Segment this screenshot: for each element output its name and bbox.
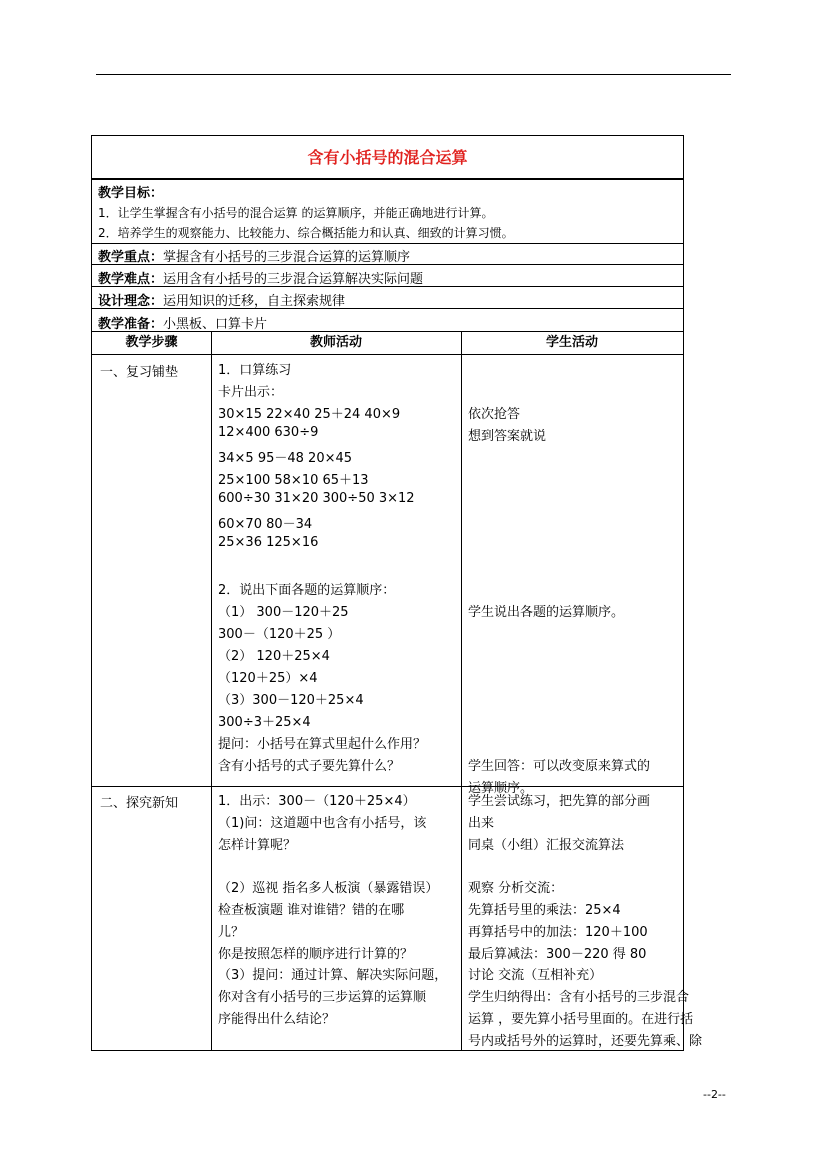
header-step: 教学步骤 <box>125 335 178 350</box>
activity-line: 再算括号中的加法：120＋100 <box>468 924 648 940</box>
activity-line: 依次抢答 <box>468 407 521 422</box>
activity-line: 30×15 22×40 25＋24 40×9 <box>218 407 401 422</box>
activity-line: 2．说出下面各题的运算顺序： <box>218 583 396 598</box>
activity-line: 学生回答：可以改变原来算式的 <box>468 759 651 774</box>
key-point-row <box>92 244 683 265</box>
activity-line: 学生尝试练习，把先算的部分画 <box>468 794 651 809</box>
activity-line: 同桌（小组）汇报交流算法 <box>468 837 625 853</box>
goals-block <box>92 179 683 244</box>
activity-line: 先算括号里的乘法：25×4 <box>468 903 621 918</box>
activity-line: 检查板演题 谁对谁错？错的在哪 <box>218 903 405 918</box>
header-teacher: 教师活动 <box>309 335 362 350</box>
activity-line: 300－（120＋25 ） <box>218 627 341 642</box>
lesson-plan-table <box>91 135 703 1051</box>
concept-row <box>92 287 683 309</box>
activity-line: 儿？ <box>218 924 245 940</box>
goal-item: 1．让学生掌握含有小括号的混合运算 的运算顺序，并能正确地进行计算。 <box>98 206 494 220</box>
activity-line: 你对含有小括号的三步运算的运算顺 <box>218 990 427 1006</box>
activity-line: 学生说出各题的运算顺序。 <box>468 605 625 620</box>
activity-line: 1．出示：300－（120＋25×4） <box>218 794 416 809</box>
concept-label: 设计理念： <box>98 294 164 309</box>
key-point-label: 教学重点： <box>98 250 164 265</box>
activity-line: （1)问：这道题中也含有小括号，该 <box>218 815 427 831</box>
activity-line: 出来 <box>468 815 495 831</box>
activity-line: 34×5 95－48 20×45 <box>218 451 353 466</box>
activity-line: 卡片出示： <box>218 385 284 400</box>
concept-text: 运用知识的迁移，自主探索规律 <box>163 294 346 309</box>
activity-line: 运算 ，要先算小括号里面的。在进行括 <box>468 1012 694 1027</box>
activity-line: 25×100 58×10 65＋13 <box>218 473 369 488</box>
page-number: --2-- <box>703 1088 726 1101</box>
prep-label: 教学准备： <box>98 317 164 332</box>
prep-row <box>92 309 683 332</box>
column-header-row <box>92 332 683 355</box>
activity-line: 运算顺序。 <box>468 781 534 796</box>
difficulty-text: 运用含有小括号的三步混合运算解决实际问题 <box>163 272 424 287</box>
difficulty-label: 教学难点： <box>98 272 164 287</box>
activity-line: 想到答案就说 <box>468 429 547 444</box>
activity-line: （3）提问：通过计算、解决实际问题， <box>218 968 448 984</box>
lesson-title: 含有小括号的混合运算 <box>92 136 683 179</box>
section-explore <box>92 787 703 1050</box>
activity-line: 300÷3＋25×4 <box>218 715 311 730</box>
section-review <box>92 355 683 796</box>
key-point-text: 掌握含有小括号的三步混合运算的运算顺序 <box>163 250 411 265</box>
activity-line: 序能得出什么结论？ <box>218 1012 336 1027</box>
activity-line: 提问：小括号在算式里起什么作用？ <box>218 737 427 752</box>
goal-item: 2．培养学生的观察能力、比较能力、综合概括能力和认真、细致的计算习惯。 <box>98 226 514 240</box>
activity-line: 含有小括号的式子要先算什么？ <box>218 759 401 774</box>
activity-line: 1．口算练习 <box>218 363 292 378</box>
activity-line: 你是按照怎样的顺序进行计算的？ <box>218 946 414 962</box>
difficulty-row <box>92 265 683 287</box>
step-label: 二、探究新知 <box>100 796 179 811</box>
activity-line: （2）巡视 指名多人板演（暴露错误） <box>218 881 439 897</box>
activity-line: 学生归纳得出：含有小括号的三步混合 <box>468 990 690 1006</box>
activity-line: （1） 300－120＋25 <box>218 605 349 620</box>
header-student: 学生活动 <box>545 335 598 350</box>
activity-grid <box>92 332 703 1050</box>
activity-line: 12×400 630÷9 <box>218 425 319 440</box>
activity-line: 号内或括号外的运算时，还要先算乘、除 <box>468 1033 703 1049</box>
activity-line: （120＋25）×4 <box>218 671 318 686</box>
activity-line: 600÷30 31×20 300÷50 3×12 <box>218 491 415 506</box>
activity-line: 最后算减法：300－220 得 80 <box>468 946 647 962</box>
activity-line: 25×36 125×16 <box>218 535 319 550</box>
activity-line: 观察 分析交流： <box>468 881 564 897</box>
activity-line: 讨论 交流（互相补充） <box>468 968 603 984</box>
prep-text: 小黑板、口算卡片 <box>163 317 268 332</box>
activity-line: （2） 120＋25×4 <box>218 649 330 664</box>
step-label: 一、复习铺垫 <box>100 365 179 380</box>
header-rule <box>96 74 731 75</box>
goals-label: 教学目标： <box>98 186 164 201</box>
activity-line: （3）300－120＋25×4 <box>218 693 364 708</box>
activity-line: 60×70 80－34 <box>218 517 313 532</box>
activity-line: 怎样计算呢？ <box>218 837 297 853</box>
